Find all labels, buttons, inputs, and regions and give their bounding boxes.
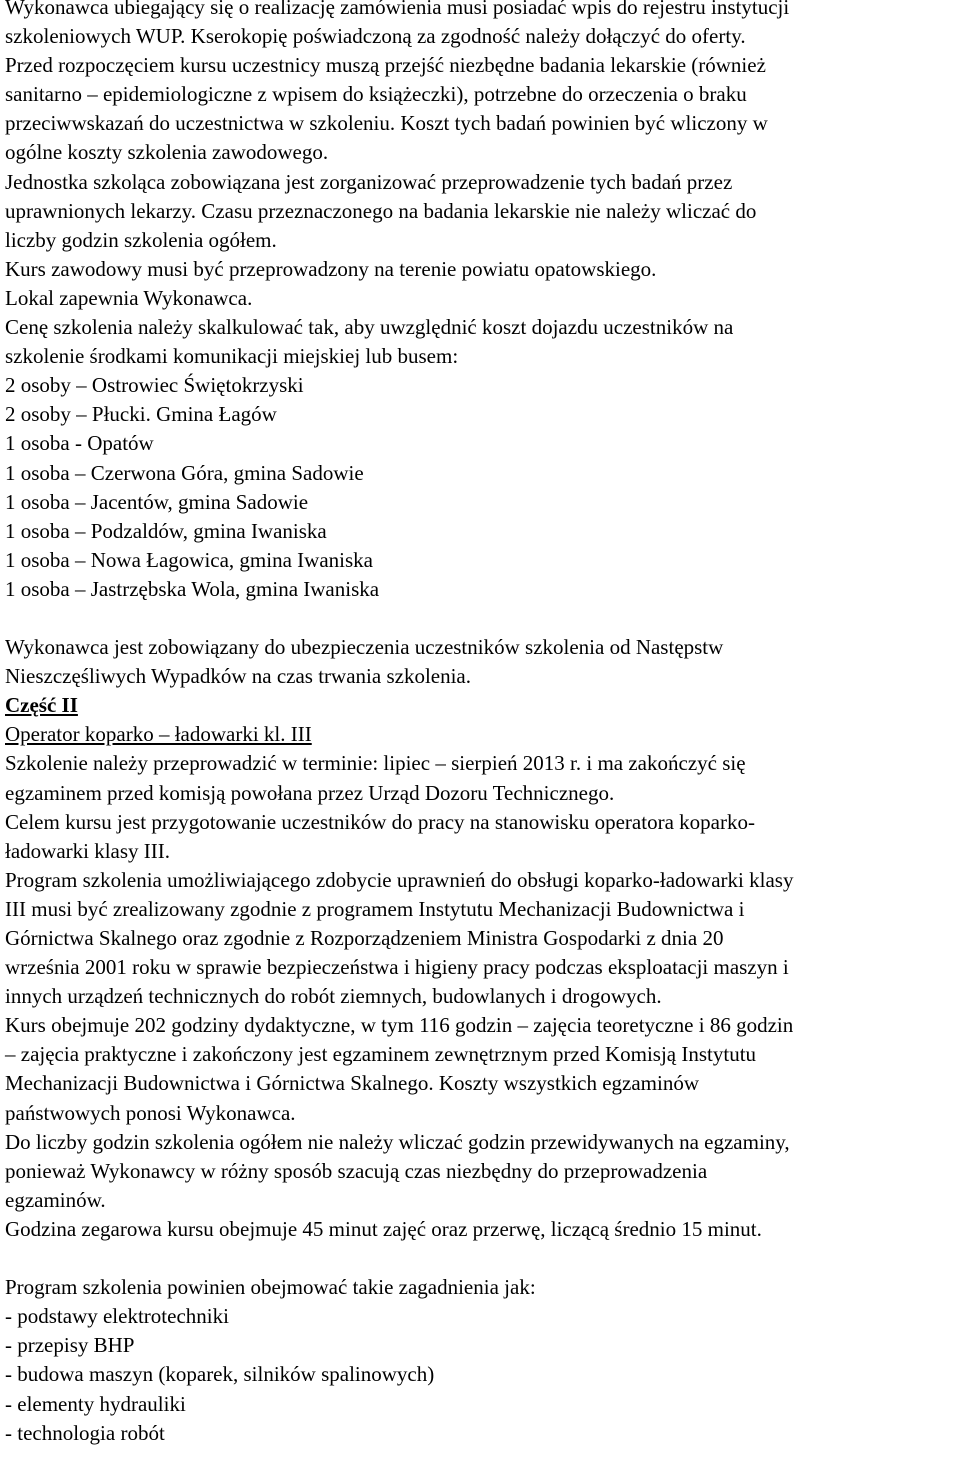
blank-line [5, 1244, 957, 1273]
section-heading: Część II [5, 693, 78, 718]
text-line: liczby godzin szkolenia ogółem. [5, 227, 277, 252]
text-line: III musi być zrealizowany zgodnie z programem Instytutu Mechanizacji Budownictwa i [5, 896, 745, 921]
text-line: sanitarno – epidemiologiczne z wpisem do książeczki), potrzebne do orzeczenia o braku [5, 82, 747, 107]
text-line: Górnictwa Skalnego oraz zgodnie z Rozporządzeniem Ministra Gospodarki z dnia 20 [5, 926, 724, 950]
text-line: września 2001 roku w sprawie bezpieczeństwa i higieny pracy podczas eksploatacji maszyn i [5, 955, 789, 980]
text-line: ponieważ Wykonawcy w różny sposób szacują czas niezbędny do przeprowadzenia [5, 1158, 708, 1183]
text-line: Nieszczęśliwych Wypadków na czas trwania szkolenia. [5, 664, 471, 689]
text-line: uprawnionych lekarzy. Czasu przeznaczonego na badania lekarskie nie należy wliczać do [5, 198, 757, 223]
blank-line [5, 604, 957, 633]
text-line: 1 osoba – Podzaldów, gmina Iwaniska [5, 518, 327, 543]
text-line: Celem kursu jest przygotowanie uczestników do pracy na stanowisku operatora koparko- [5, 809, 755, 834]
text-line: - przepisy BHP [5, 1333, 135, 1358]
section-subheading: Operator koparko – ładowarki kl. III [5, 722, 312, 747]
text-line: Jednostka szkoląca zobowiązana jest zorganizować przeprowadzenie tych badań przez [5, 169, 733, 194]
text-line: 2 osoby – Płucki. Gmina Łagów [5, 402, 277, 427]
text-line: Lokal zapewnia Wykonawca. [5, 285, 253, 310]
text-line: szkolenie środkami komunikacji miejskiej lub busem: [5, 344, 459, 369]
text-line: Wykonawca ubiegający się o realizację zamówienia musi posiadać wpis do rejestru instytucji [5, 0, 790, 19]
text-line: Mechanizacji Budownictwa i Górnictwa Skalnego. Koszty wszystkich egzaminów [5, 1071, 699, 1096]
text-line: państwowych ponosi Wykonawca. [5, 1100, 296, 1125]
text-line: Kurs obejmuje 202 godziny dydaktyczne, w tym 116 godzin – zajęcia teoretyczne i 86 godzin [5, 1013, 794, 1038]
text-line: 1 osoba – Czerwona Góra, gmina Sadowie [5, 460, 364, 485]
text-line: przeciwwskazań do uczestnictwa w szkoleniu. Koszt tych badań powinien być wliczony w [5, 111, 768, 136]
text-line: Przed rozpoczęciem kursu uczestnicy muszą przejść niezbędne badania lekarskie (również [5, 53, 766, 78]
text-line: 1 osoba – Jacentów, gmina Sadowie [5, 489, 309, 514]
text-line: - technologia robót [5, 1420, 165, 1445]
text-line: egzaminem przed komisją powołana przez Urząd Dozoru Technicznego. [5, 780, 615, 805]
text-line: Program szkolenia umożliwiającego zdobycie uprawnień do obsługi koparko-ładowarki klasy [5, 867, 794, 892]
text-line: ładowarki klasy III. [5, 838, 171, 863]
text-line: – zajęcia praktyczne i zakończony jest egzaminem zewnętrznym przed Komisją Instytutu [5, 1042, 757, 1067]
text-line: ogólne koszty szkolenia zawodowego. [5, 140, 329, 165]
text-line: Szkolenie należy przeprowadzić w terminie: lipiec – sierpień 2013 r. i ma zakończyć się [5, 751, 746, 776]
text-line: szkoleniowych WUP. Kserokopię poświadczoną za zgodność należy dołączyć do oferty. [5, 24, 746, 49]
text-line: Godzina zegarowa kursu obejmuje 45 minut zajęć oraz przerwę, liczącą średnio 15 minut. [5, 1216, 762, 1241]
text-line: 1 osoba – Jastrzębska Wola, gmina Iwaniska [5, 576, 380, 601]
requirements-block [5, 0, 957, 604]
text-line: Do liczby godzin szkolenia ogółem nie należy wliczać godzin przewidywanych na egzaminy, [5, 1129, 790, 1154]
text-line: Kurs zawodowy musi być przeprowadzony na terenie powiatu opatowskiego. [5, 256, 657, 281]
text-line: - budowa maszyn (koparek, silników spalinowych) [5, 1362, 435, 1387]
text-line: Program szkolenia powinien obejmować takie zagadnienia jak: [5, 1275, 536, 1300]
course-description-block [5, 749, 957, 1244]
text-line: 2 osoby – Ostrowiec Świętokrzyski [5, 373, 304, 398]
text-line: egzaminów. [5, 1187, 106, 1212]
program-topics-block [5, 1273, 957, 1448]
text-line: 1 osoba – Nowa Łagowica, gmina Iwaniska [5, 547, 373, 572]
document-page [5, 0, 957, 1448]
text-line: 1 osoba - Opatów [5, 431, 154, 456]
text-line: Wykonawca jest zobowiązany do ubezpieczenia uczestników szkolenia od Następstw [5, 635, 724, 660]
text-line: innych urządzeń technicznych do robót ziemnych, budowlanych i drogowych. [5, 984, 662, 1009]
insurance-block [5, 633, 957, 691]
text-line: Cenę szkolenia należy skalkulować tak, aby uwzględnić koszt dojazdu uczestników na [5, 315, 734, 340]
text-line: - podstawy elektrotechniki [5, 1304, 229, 1329]
text-line: - elementy hydrauliki [5, 1391, 186, 1416]
